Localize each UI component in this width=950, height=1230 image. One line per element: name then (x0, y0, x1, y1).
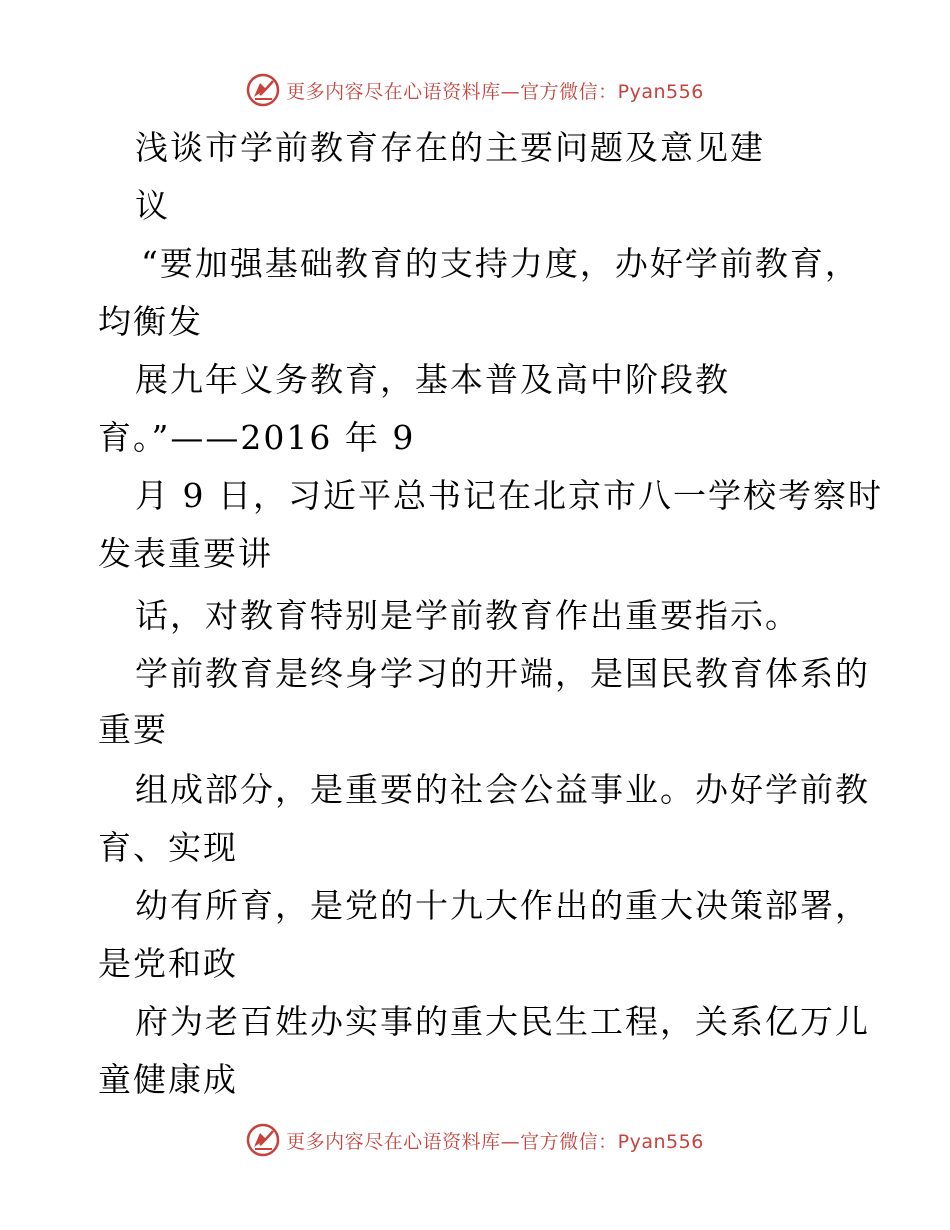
header-banner-text: 更多内容尽在心语资料库—官方微信：Pyan556 (286, 80, 704, 103)
body-line: 议 (135, 186, 170, 225)
body-line: 浅谈市学前教育存在的主要问题及意见建 (135, 128, 765, 167)
footer-banner (0, 1120, 950, 1160)
body-line: 话，对教育特别是学前教育作出重要指示。 (135, 596, 800, 635)
book-quill-logo-icon (246, 1123, 280, 1157)
body-line: 均衡发 (98, 302, 203, 341)
body-line: 发表重要讲 (98, 534, 273, 573)
body-line: 府为老百姓办实事的重大民生工程，关系亿万儿 (135, 1002, 870, 1041)
body-line: 组成部分，是重要的社会公益事业。办好学前教 (135, 770, 870, 809)
body-line: 育。”——2016 年 9 (98, 418, 416, 457)
body-line: “要加强基础教育的支持力度，办好学前教育， (141, 244, 860, 283)
body-line: 幼有所育，是党的十九大作出的重大决策部署， (135, 886, 870, 925)
body-line: 重要 (98, 710, 168, 749)
footer-banner-text: 更多内容尽在心语资料库—官方微信：Pyan556 (286, 1130, 704, 1153)
body-line: 育、实现 (98, 828, 238, 867)
body-line: 是党和政 (98, 944, 238, 983)
body-line: 学前教育是终身学习的开端，是国民教育体系的 (135, 654, 870, 693)
body-line: 展九年义务教育，基本普及高中阶段教 (135, 360, 730, 399)
body-line: 月 9 日，习近平总书记在北京市八一学校考察时 (135, 476, 883, 515)
body-line: 童健康成 (98, 1060, 238, 1099)
header-banner (0, 70, 950, 110)
book-quill-logo-icon (246, 73, 280, 107)
